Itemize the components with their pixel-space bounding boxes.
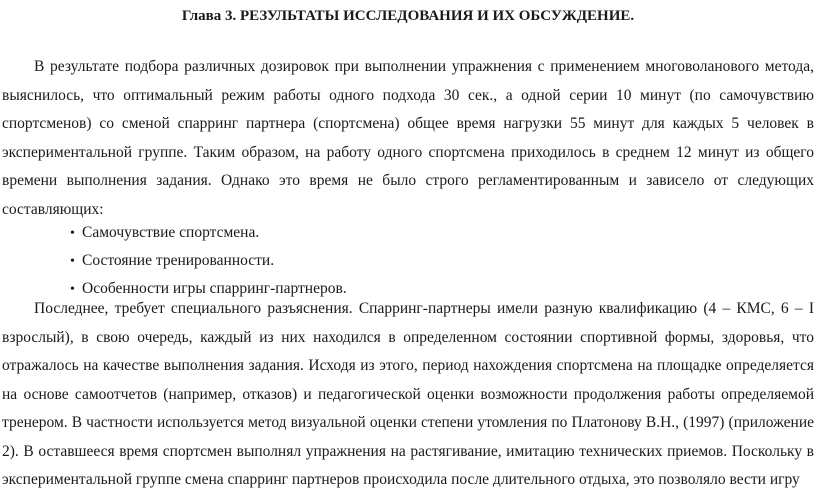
bullet-icon: • — [70, 282, 75, 297]
list-item — [70, 247, 347, 275]
chapter-heading: Глава 3. РЕЗУЛЬТАТЫ ИССЛЕДОВАНИЯ И ИХ ОБСУЖДЕНИЕ. — [181, 8, 635, 24]
bullet-icon: • — [70, 226, 75, 241]
list-item — [70, 219, 347, 247]
bullet-list — [70, 219, 347, 303]
list-item-text: Особенности игры спарринг-партнеров. — [82, 280, 347, 297]
paragraph-intro: В результате подбора различных дозировок при выполнении упражнения с применением многоволанового метода, выяснилось, что оптимальный режим работы одного подхода 30 сек., а одной серии 10 минут (по самочувствию спортсменов) со сменой спарринг партнера (спортсмена) общее время нагрузки 55 минут для каждых 5 человек в экспериментальной группе. Таким образом, на работу одного спортсмена приходилось в среднем 12 минут из общего времени выполнения задания. Однако это время не было строго регламентированным и зависело от следующих составляющих: — [2, 58, 814, 218]
bullet-icon: • — [70, 254, 75, 269]
list-item-text: Самочувствие спортсмена. — [82, 224, 260, 241]
paragraph-explanation: Последнее, требует специального разъяснения. Спарринг-партнеры имели разную квалификацию (4 – КМС, 6 – I взрослый), в свою очередь, каждый из них находился в определенном состоянии спортивной формы, здоровья, что отражалось на качестве выполнения задания. Исходя из этого, период нахождения спортсмена на площадке определяется на основе самоотчетов (например, отказов) и педагогической оценки возможности продолжения работы определяемой тренером. В частности используется метод визуальной оценки степени утомления по Платонову В.Н., (1997) (приложение 2). В оставшееся время спортсмен выполнял упражнения на растягивание, имитацию технических приемов. Поскольку в экспериментальной группе смена спарринг партнеров происходила после длительного отдыха, это позволяло вести игру — [2, 300, 814, 488]
list-item-text: Состояние тренированности. — [82, 252, 275, 269]
